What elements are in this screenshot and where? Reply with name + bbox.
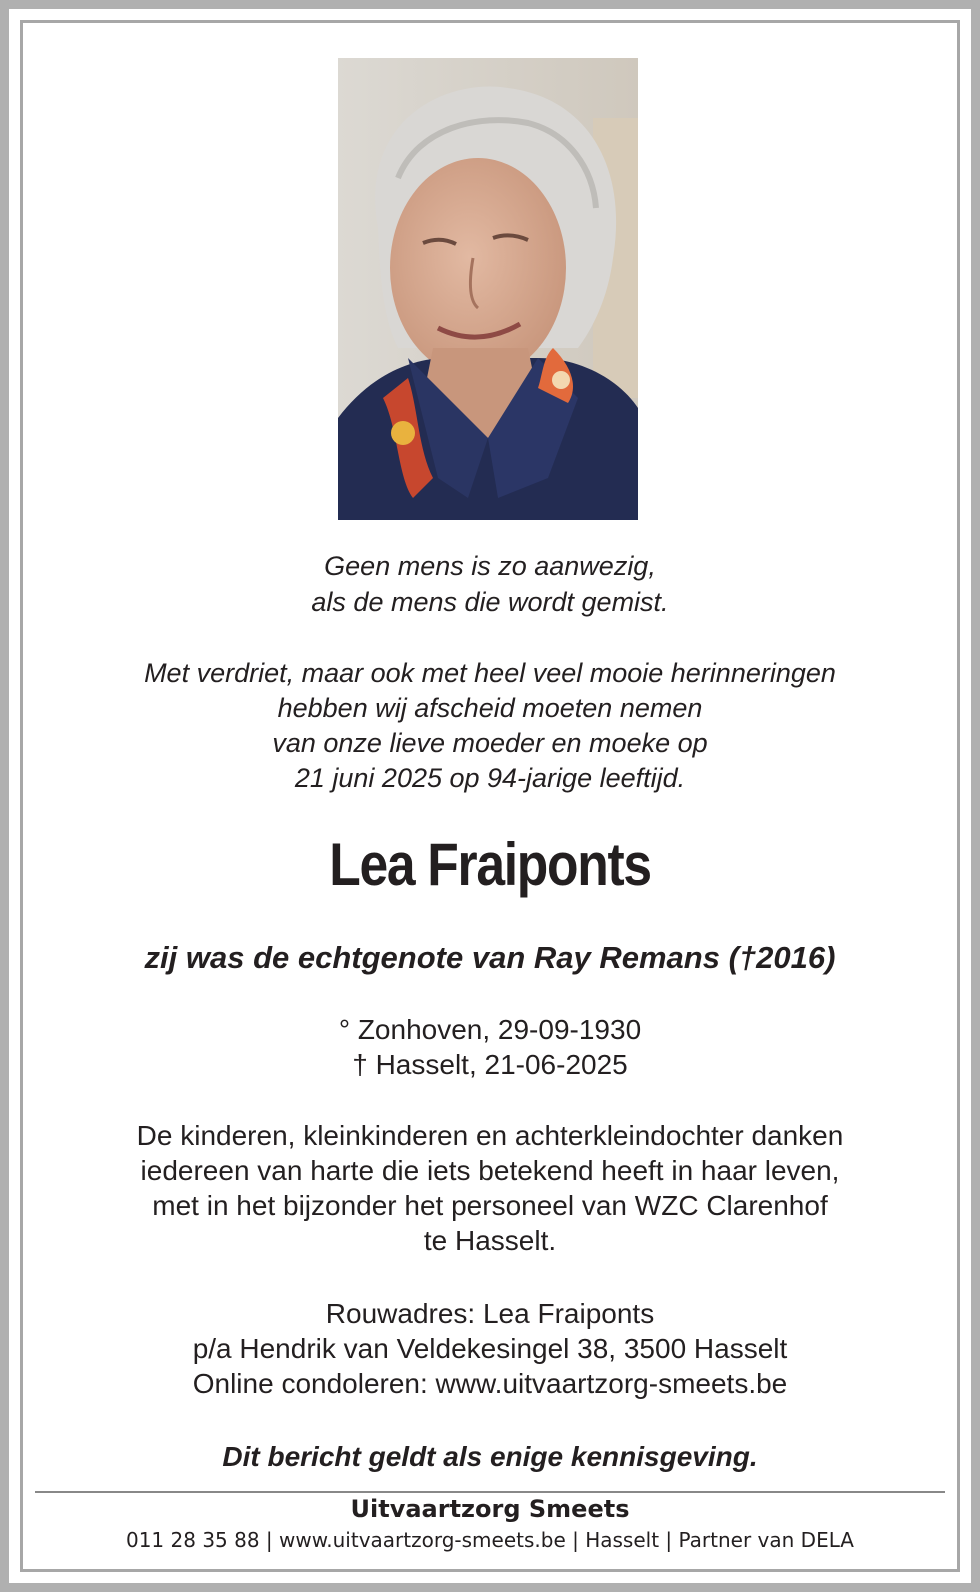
birth-date: ° Zonhoven, 29-09-1930	[338, 1014, 642, 1045]
portrait-photo	[338, 58, 638, 520]
mourning-address	[40, 1296, 940, 1401]
funeral-home-name: Uitvaartzorg Smeets	[350, 1495, 630, 1523]
address-line: Online condoleren: www.uitvaartzorg-smeets.be	[192, 1368, 788, 1399]
death-date: † Hasselt, 21-06-2025	[352, 1049, 628, 1080]
intro-line: 21 juni 2025 op 94-jarige leeftijd.	[294, 763, 686, 793]
address-line: Rouwadres: Lea Fraiponts	[325, 1298, 655, 1329]
thanks-line: De kinderen, kleinkinderen en achterkleindochter danken	[136, 1120, 844, 1151]
footer-divider	[35, 1491, 945, 1493]
deceased-name: Lea Fraiponts	[329, 831, 651, 898]
thanks-paragraph	[40, 1118, 940, 1258]
thanks-line: iedereen van harte die iets betekend heeft in haar leven,	[140, 1155, 840, 1186]
spouse-line: zij was de echtgenote van Ray Remans (†2016)	[144, 940, 836, 975]
announcement-intro	[40, 656, 940, 796]
intro-line: Met verdriet, maar ook met heel veel mooie herinneringen	[144, 658, 836, 688]
thanks-line: met in het bijzonder het personeel van WZC Clarenhof	[152, 1190, 828, 1221]
intro-line: van onze lieve moeder en moeke op	[272, 728, 708, 758]
thanks-line: te Hasselt.	[423, 1225, 557, 1256]
poem-quote	[40, 548, 940, 620]
life-dates	[40, 1012, 940, 1082]
poem-line: als de mens die wordt gemist.	[311, 587, 669, 617]
notice-line: Dit bericht geldt als enige kennisgeving.	[222, 1441, 758, 1472]
poem-line: Geen mens is zo aanwezig,	[324, 551, 656, 581]
intro-line: hebben wij afscheid moeten nemen	[277, 693, 703, 723]
address-line: p/a Hendrik van Veldekesingel 38, 3500 Hasselt	[192, 1333, 788, 1364]
funeral-home-contact: 011 28 35 88 | www.uitvaartzorg-smeets.be | Hasselt | Partner van DELA	[125, 1528, 854, 1552]
